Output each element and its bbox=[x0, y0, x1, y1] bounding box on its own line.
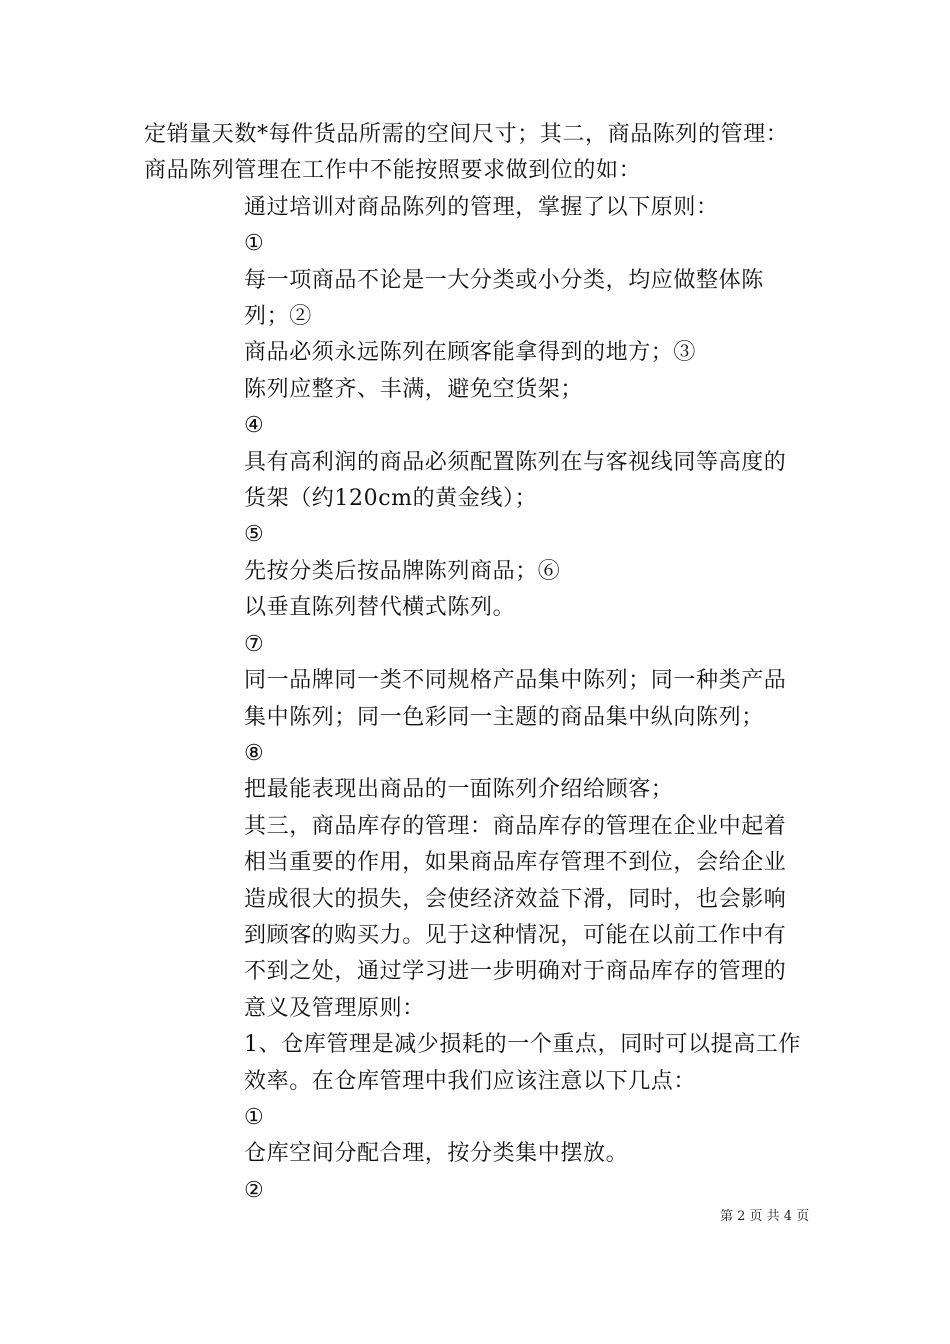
paragraph: 1、仓库管理是减少损耗的一个重点，同时可以提高工作效率。在仓库管理中我们应该注意以下几点： bbox=[244, 1032, 801, 1094]
paragraph: 商品必须永远陈列在顾客能拿得到的地方；③ bbox=[244, 340, 697, 366]
paragraph: 定销量天数*每件货品所需的空间尺寸；其二，商品陈列的管理：商品陈列管理在工作中不能按照要求做到位的如： bbox=[144, 122, 789, 184]
paragraph: 通过培训对商品陈列的管理，掌握了以下原则： bbox=[244, 194, 719, 220]
list-marker: ④ bbox=[244, 413, 265, 439]
page-number: 第 2 页 共 4 页 bbox=[720, 1209, 810, 1224]
list-marker: ① bbox=[244, 231, 265, 257]
paragraph: 先按分类后按品牌陈列商品；⑥ bbox=[244, 558, 561, 584]
list-marker: ⑦ bbox=[244, 631, 265, 657]
list-marker: ⑤ bbox=[244, 522, 265, 548]
paragraph: 仓库空间分配合理，按分类集中摆放。 bbox=[244, 1141, 629, 1167]
list-marker: ① bbox=[244, 1104, 265, 1130]
paragraph: 其三，商品库存的管理：商品库存的管理在企业中起着相当重要的作用，如果商品库存管理不到位，会给企业造成很大的损失，会使经济效益下滑，同时，也会影响到顾客的购买力。见于这种情况，可能在以前工作中有不到之处，通过学习进一步明确对于商品库存的管理的意义及管理原则： bbox=[244, 813, 787, 1021]
paragraph: 同一品牌同一类不同规格产品集中陈列；同一种类产品集中陈列；同一色彩同一主题的商品集中纵向陈列； bbox=[244, 668, 787, 730]
list-marker: ⑧ bbox=[244, 740, 265, 766]
list-marker: ② bbox=[244, 1177, 265, 1203]
paragraph: 每一项商品不论是一大分类或小分类，均应做整体陈列；② bbox=[244, 267, 764, 330]
paragraph: 把最能表现出商品的一面陈列介绍给顾客； bbox=[244, 777, 674, 803]
document-body bbox=[144, 117, 808, 1209]
paragraph: 以垂直陈列替代横式陈列。 bbox=[244, 595, 516, 621]
paragraph: 具有高利润的商品必须配置陈列在与客视线同等高度的货架（约120cm的黄金线）； bbox=[244, 449, 787, 512]
paragraph: 陈列应整齐、丰满，避免空货架； bbox=[244, 376, 584, 402]
